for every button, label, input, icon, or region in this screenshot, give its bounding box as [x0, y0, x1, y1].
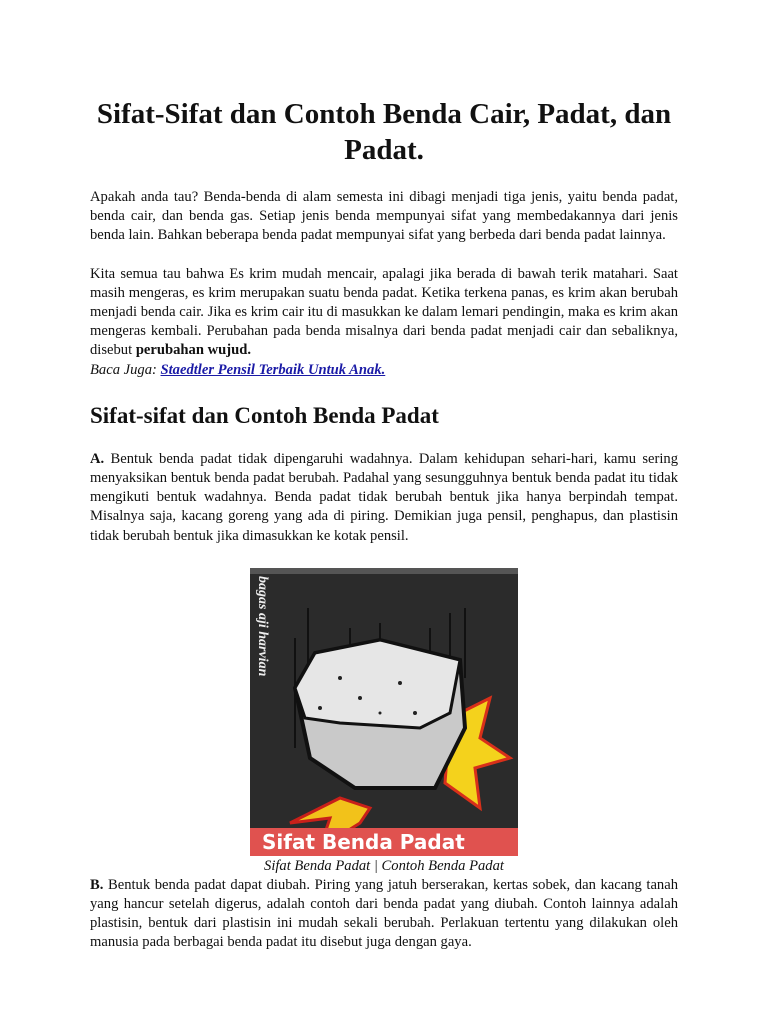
- image-banner: Sifat Benda Padat: [250, 828, 518, 856]
- point-a-paragraph: A. Bentuk benda padat tidak dipengaruhi wadahnya. Dalam kehidupan sehari-hari, kamu sering menyaksikan bentuk benda padat berubah. Padahal yang sesungguhnya bentuk benda padat itu tidak mengikuti bentuk wadahnya. Benda padat tidak berubah bentuk jika hanya berpindah tempat. Misalnya saja, kacang goreng yang ada di piring. Demikian juga pensil, penghapus, dan plastisin tidak berubah bentuk jika dimasukkan ke kotak pensil.: [90, 450, 678, 544]
- solid-object-illustration: [250, 568, 518, 856]
- point-b-paragraph: B. Bentuk benda padat dapat diubah. Piring yang jatuh berserakan, kertas sobek, dan kacang tanah yang hancur setelah digerus, adalah contoh dari benda padat yang diubah. Contoh lainnya adalah plastisin, bentuk dari plastisin ini mudah sekali berubah. Perlakuan tertentu yang dilakukan oleh manusia pada berbagai benda padat itu disebut juga dengan gaya.: [90, 876, 678, 951]
- document-page: [90, 96, 678, 953]
- figure-caption: Sifat Benda Padat | Contoh Benda Padat: [264, 857, 504, 874]
- section-heading: Sifat-sifat dan Contoh Benda Padat: [90, 402, 439, 428]
- read-also: Baca Juga: Staedtler Pensil Terbaik Untuk Anak.: [90, 361, 386, 378]
- image-credit: bagas aji harvian: [255, 575, 270, 677]
- rock-drawing: [250, 568, 518, 856]
- intro-paragraph: Apakah anda tau? Benda-benda di alam semesta ini dibagi menjadi tiga jenis, yaitu benda padat, benda cair, dan benda gas. Setiap jenis benda mempunyai sifat yang membedakannya dari jenis benda lain. Bahkan beberapa benda padat mempunyai sifat yang berbeda dari benda padat lainnya.: [90, 189, 678, 244]
- document-title: Sifat-Sifat dan Contoh Benda Cair, Padat, dan Padat.: [96, 98, 672, 166]
- ice-cream-paragraph: Kita semua tau bahwa Es krim mudah mencair, apalagi jika berada di bawah terik matahari. Saat masih mengeras, es krim merupakan suatu benda padat. Ketika terkena panas, es krim akan berubah menjadi benda cair. Jika es krim cair itu di masukkan ke dalam lemari pendingin, maka es krim akan mengeras kembali. Perubahan pada benda misalnya dari benda padat menjadi cair dan sebaliknya, disebut perubahan wujud.: [90, 265, 678, 359]
- bold-term: perubahan wujud.: [135, 342, 251, 359]
- read-also-link[interactable]: Staedtler Pensil Terbaik Untuk Anak.: [160, 361, 386, 378]
